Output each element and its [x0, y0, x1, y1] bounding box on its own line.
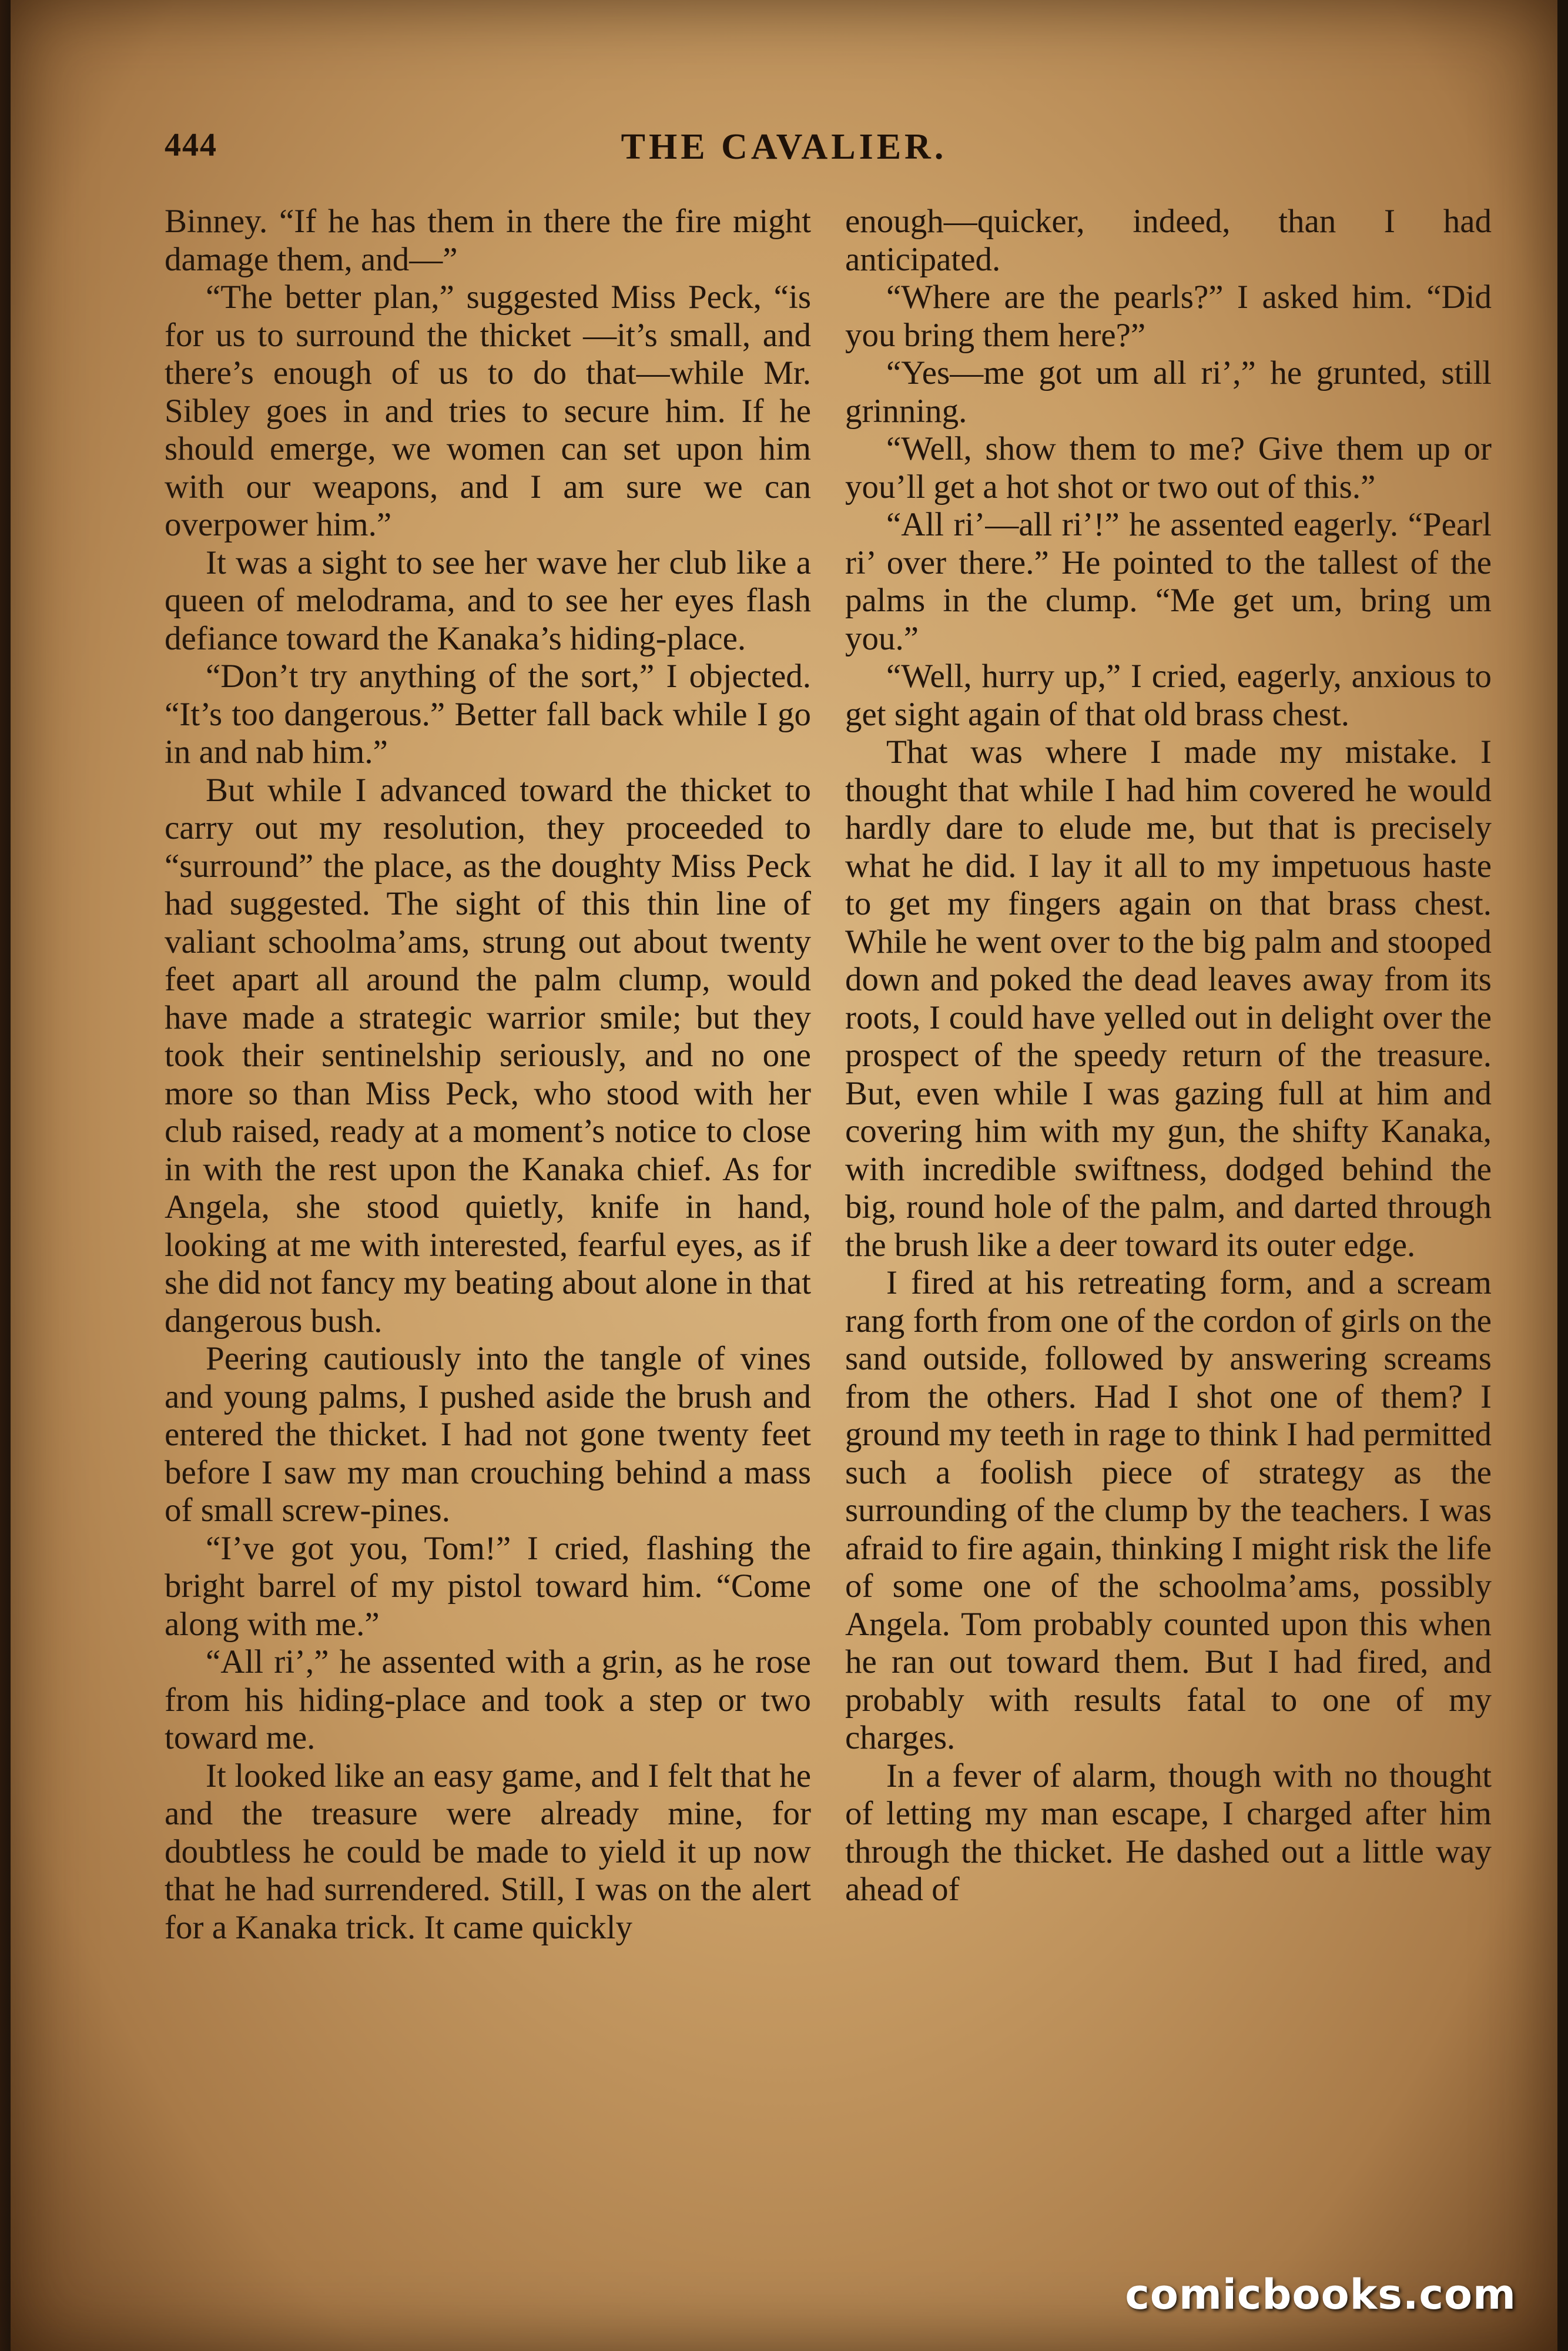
- paragraph: It was a sight to see her wave her club like a queen of melodrama, and to see her eyes flash defiance toward the Kanaka’s hiding-place.: [165, 544, 811, 657]
- paragraph: “All ri’—all ri’!” he assented eagerly. “Pearl ri’ over there.” He pointed to the tallest of the palms in the clump. “Me get um, bring um you.”: [845, 506, 1492, 657]
- magazine-page: [11, 0, 1557, 2351]
- paragraph: That was where I made my mistake. I thought that while I had him covered he would hardly dare to elude me, but that is precisely what he did. I lay it all to my impetuous haste to get my fingers again on that brass chest. While he went over to the big palm and stooped down and poked the dead leaves away from its roots, I could have yelled out in delight over the prospect of the speedy return of the treasure. But, even while I was gazing full at him and covering him with my gun, the shifty Kanaka, with incredible swiftness, dodged behind the big, round hole of the palm, and darted through the brush like a deer toward its outer edge.: [845, 734, 1492, 1264]
- paragraph: “Well, show them to me? Give them up or you’ll get a hot shot or two out of this.”: [845, 430, 1492, 505]
- paragraph: But while I advanced toward the thicket to carry out my resolution, they proceeded to “surround” the place, as the doughty Miss Peck had suggested. The sight of this thin line of valiant schoolma’ams, strung out about twenty feet apart all around the palm clump, would have made a strategic warrior smile; but they took their sentinelship seriously, and no one more so than Miss Peck, who stood with her club raised, ready at a moment’s notice to close in with the rest upon the Kanaka chief. As for Angela, she stood quietly, knife in hand, looking at me with interested, fearful eyes, as if she did not fancy my beating about alone in that dangerous bush.: [165, 771, 811, 1339]
- page-number: 444: [165, 127, 217, 163]
- page-header: [11, 126, 1557, 179]
- paragraph: Peering cautiously into the tangle of vines and young palms, I pushed aside the brush and entered the thicket. I had not gone twenty feet before I saw my man crouching behind a mass of small screw-pines.: [165, 1340, 811, 1529]
- paragraph: “Don’t try anything of the sort,” I objected. “It’s too dangerous.” Better fall back while I go in and nab him.”: [165, 658, 811, 771]
- watermark-logo: comicbooks.com: [1125, 2270, 1516, 2319]
- paragraph: “All ri’,” he assented with a grin, as he rose from his hiding-place and took a step or two toward me.: [165, 1643, 811, 1756]
- paragraph: “I’ve got you, Tom!” I cried, flashing the bright barrel of my pistol toward him. “Come along with me.”: [165, 1529, 811, 1643]
- paragraph: “The better plan,” suggested Miss Peck, “is for us to surround the thicket —it’s small, and there’s enough of us to do that—while Mr. Sibley goes in and tries to secure him. If he should emerge, we women can set upon him with our weapons, and I am sure we can overpower him.”: [165, 279, 811, 543]
- paragraph: “Yes—me got um all ri’,” he grunted, still grinning.: [845, 354, 1492, 430]
- paragraph: “Well, hurry up,” I cried, eagerly, anxious to get sight again of that old brass chest.: [845, 658, 1492, 733]
- running-head: THE CAVALIER.: [621, 127, 947, 167]
- paragraph: I fired at his retreating form, and a scream rang forth from one of the cordon of girls on the sand outside, followed by answering screams from the others. Had I shot one of them? I ground my teeth in rage to think I had permitted such a foolish piece of strategy as the surrounding of the clump by the teachers. I was afraid to fire again, thinking I might risk the life of some one of the schoolma’ams, possibly Angela. Tom probably counted upon this when he ran out toward them. But I had fired, and probably with results fatal to one of my charges.: [845, 1264, 1492, 1756]
- paragraph: enough—quicker, indeed, than I had anticipated.: [845, 203, 1492, 278]
- paragraph: Binney. “If he has them in there the fire might damage them, and—”: [165, 203, 811, 278]
- paragraph: “Where are the pearls?” I asked him. “Did you bring them here?”: [845, 279, 1492, 354]
- paragraph: It looked like an easy game, and I felt that he and the treasure were already mine, for doubtless he could be made to yield it up now that he had surrendered. Still, I was on the alert for a Kanaka trick. It came quickly: [165, 1757, 811, 1946]
- left-column: [165, 203, 811, 1947]
- paragraph: In a fever of alarm, though with no thought of letting my man escape, I charged after him through the thicket. He dashed out a little way ahead of: [845, 1757, 1492, 1908]
- right-column: [845, 203, 1492, 1909]
